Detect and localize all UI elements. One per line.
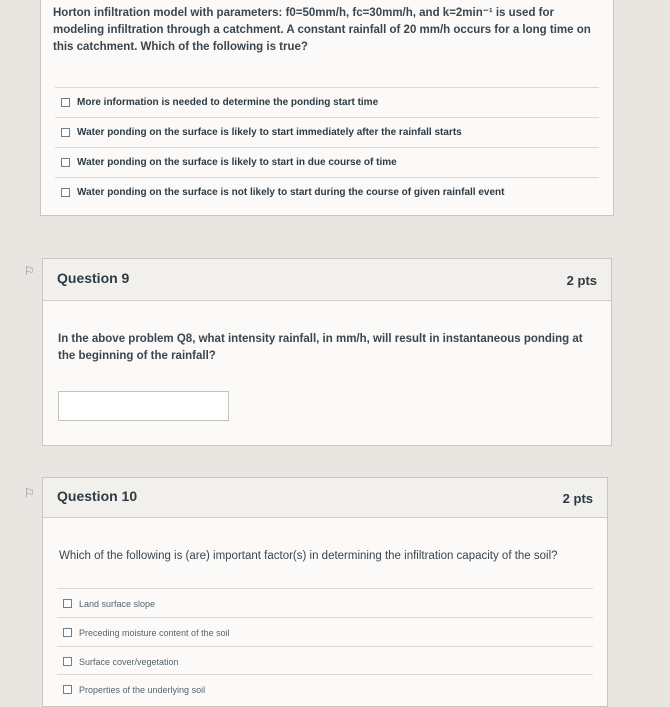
answer-option[interactable] xyxy=(55,117,599,147)
answer-option[interactable] xyxy=(57,617,593,647)
question-9-points: 2 pts xyxy=(566,273,597,288)
checkbox-icon[interactable] xyxy=(63,657,72,666)
answer-label: More information is needed to determine the ponding start time xyxy=(77,97,379,108)
answer-input[interactable] xyxy=(58,391,229,421)
checkbox-icon[interactable] xyxy=(61,98,70,107)
flag-icon[interactable]: ⚐ xyxy=(24,486,35,500)
answer-label: Properties of the underlying soil xyxy=(79,684,206,695)
checkbox-icon[interactable] xyxy=(63,599,72,608)
answer-label: Water ponding on the surface is likely to start immediately after the rainfall starts xyxy=(77,127,462,138)
question-9-header xyxy=(43,259,611,301)
checkbox-icon[interactable] xyxy=(61,188,70,197)
answer-option[interactable] xyxy=(57,588,593,618)
answer-option[interactable] xyxy=(55,147,599,177)
checkbox-icon[interactable] xyxy=(63,628,72,637)
answer-label: Preceding moisture content of the soil xyxy=(79,627,230,638)
question-10-header xyxy=(43,478,607,518)
answer-label: Land surface slope xyxy=(79,598,156,609)
question-10-text: Which of the following is (are) important factor(s) in determining the infiltration capacity of the soil? xyxy=(59,550,558,562)
checkbox-icon[interactable] xyxy=(63,685,72,694)
answer-label: Water ponding on the surface is likely to start in due course of time xyxy=(77,157,397,168)
question-10-title: Question 10 xyxy=(57,488,138,504)
question-9-card xyxy=(42,258,612,446)
question-10-points: 2 pts xyxy=(562,491,593,506)
flag-icon[interactable]: ⚐ xyxy=(24,264,35,278)
answer-label: Water ponding on the surface is not likely to start during the course of given rainfall event xyxy=(77,187,505,198)
answer-option[interactable] xyxy=(55,177,599,207)
question-8-card xyxy=(40,0,614,216)
answer-option[interactable] xyxy=(55,87,599,117)
answer-label: Surface cover/vegetation xyxy=(79,656,179,667)
question-10-card xyxy=(42,477,608,707)
answer-option[interactable] xyxy=(57,646,593,676)
question-8-text: Horton infiltration model with parameters: f0=50mm/h, fc=30mm/h, and k=2min⁻¹ is used for modeling infiltration through a catchment. A constant rainfall of 20 mm/h occurs for a long time on this catchment. Which of the following is true? xyxy=(53,7,591,53)
checkbox-icon[interactable] xyxy=(61,128,70,137)
question-9-text: In the above problem Q8, what intensity rainfall, in mm/h, will result in instantaneous ponding at the beginning of the rainfall? xyxy=(58,333,583,362)
question-9-title: Question 9 xyxy=(57,270,130,286)
checkbox-icon[interactable] xyxy=(61,158,70,167)
